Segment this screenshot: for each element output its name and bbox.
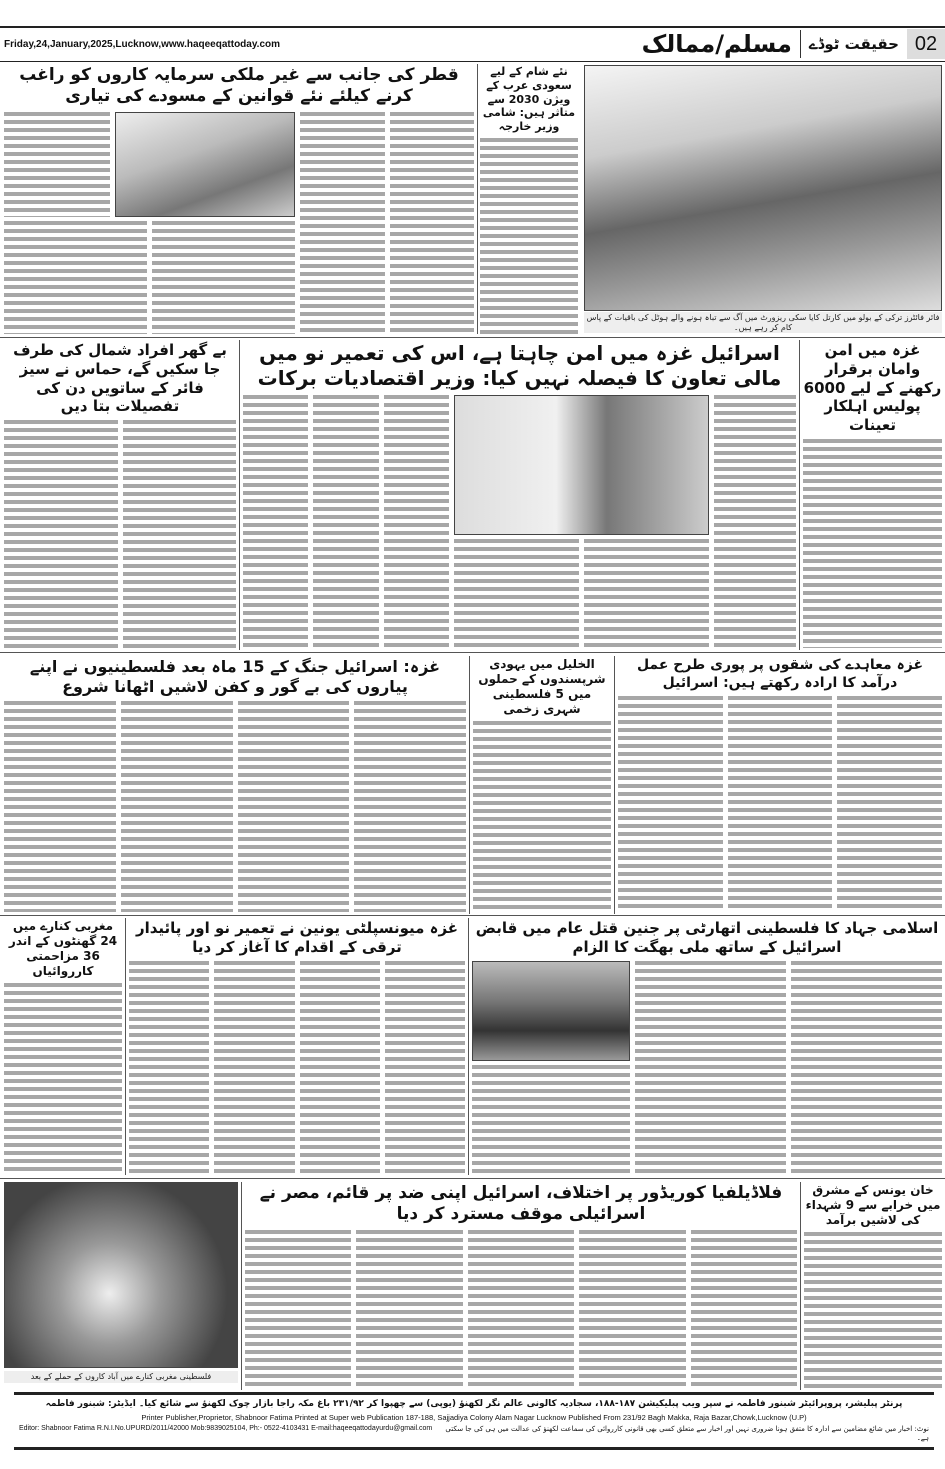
footer-disclaimer: نوٹ: اخبار میں شائع مضامین سے ادارہ کا متفق ہونا ضروری نہیں اور اخبار سے متعلق کسی بھی قانونی کارروائی کی سماعت لکھنؤ کی عدالت میں ہی کی جا سکتی ہے۔: [445, 1425, 929, 1442]
footer-editor-line: Editor: Shabnoor Fatima R.N.I.No.UPURD/2011/42000 Mob:9839025104, Ph:- 0522-4103431 E-mail:haqeeqattodayurdu@gmail.com: [19, 1425, 433, 1433]
barkat-body-right: [714, 395, 796, 648]
headline-agreement: غزہ معاہدے کی شقوں پر پوری طرح عمل درآمد کا ارادہ رکھتے ہیں: اسرائیل: [618, 657, 942, 692]
qatar-flag-photo: [115, 112, 295, 217]
article-qatar: [4, 65, 474, 334]
car-photo-caption: فلسطینی مغربی کنارے میں آباد کاروں کے حملے کے بعد: [4, 1371, 238, 1383]
masthead-group: [642, 29, 945, 59]
jihad-body-right: [635, 961, 942, 1176]
headline-hamas: بے گھر افراد شمال کی طرف جا سکیں گے، حماس نے سیز فائر کے ساتویں دن کی تفصیلات بتا دیں: [4, 341, 236, 416]
article-philadelphi: [245, 1183, 797, 1388]
hamas-body: [4, 420, 236, 648]
philadelphi-body: [245, 1230, 797, 1389]
barkat-body-bottom: [454, 539, 709, 648]
footer-bottom-row: [19, 1425, 929, 1442]
municipality-body: [129, 961, 465, 1176]
qatar-body-left: [4, 112, 110, 217]
article-settlers: [473, 657, 611, 912]
article-jihad: [472, 919, 942, 1175]
agreement-body: [618, 696, 942, 912]
article-bodies: [4, 657, 466, 912]
headline-bodies: غزہ: اسرائیل جنگ کے 15 ماہ بعد فلسطینیوں نے اپنے پیاروں کی بے گور و کفن لاشیں اٹھانا شروع: [4, 657, 466, 697]
header-bottom-rule: [0, 61, 945, 62]
damaged-car-photo: [4, 1182, 238, 1368]
bodies-body: [4, 701, 466, 912]
article-agreement: [618, 657, 942, 912]
police-body: [803, 439, 942, 648]
footer-english-imprint: Printer Publisher,Proprietor, Shabnoor Fatima Printed at Super web Publication 187-188, Sajjadiya Colony Alam Nagar Lucknow Published From 231/92 Bagh Makka, Raja Bazar,Chowk,Lucknow (U.P): [141, 1413, 807, 1423]
minister-photo: [454, 395, 709, 535]
saudi-body: [480, 138, 578, 334]
footer-top-rule: [14, 1392, 934, 1395]
masthead-logo: حقیقت ٹوڈے: [800, 30, 899, 58]
article-khanyounis: [804, 1183, 942, 1388]
footer-bottom-rule: [14, 1447, 934, 1450]
jihad-body-bottom: [472, 1065, 630, 1176]
headline-settlers: الخلیل میں یہودی شرپسندوں کے حملوں میں 5 فلسطینی شہری زخمی: [473, 657, 611, 717]
headline-municipality: غزہ میونسپلٹی یونین نے تعمیر نو اور پائیدار ترقی کے اقدام کا آغاز کر دیا: [129, 919, 465, 957]
footer-urdu-imprint: پرنٹر پبلیشر، پروپرائیٹر شبنور فاطمہ نے سپر ویب پبلیکیشن ۱۸۷-۱۸۸، سجادیہ کالونی عالم نگر لکھنؤ (یوپی) سے چھپوا کر ۲۳۱/۹۲ باغ مکہ راجا بازار چوک لکھنؤ سے شائع کیا۔ ایڈیٹر: شبنور فاطمہ: [45, 1399, 903, 1409]
settlers-body: [473, 721, 611, 912]
khanyounis-body: [804, 1232, 942, 1388]
westbank-body: [4, 983, 122, 1175]
hotel-fire-photo: [584, 65, 942, 311]
barkat-body-left: [243, 395, 449, 648]
qatar-body-right: [300, 112, 474, 335]
page-number: 02: [907, 29, 945, 59]
headline-police: غزہ میں امن وامان برقرار رکھنے کے لیے 6000 پولیس اہلکار تعینات: [803, 341, 942, 434]
headline-khanyounis: خان یونس کے مشرق میں خرابے سے 9 شہداء کی لاشیں برآمد: [805, 1183, 941, 1227]
headline-saudi: نئے شام کے لیے سعودی عرب کے ویژن 2030 سے متاثر ہیں: شامی وزیر خارجہ: [480, 65, 578, 134]
headline-barkat: اسرائیل غزہ میں امن چاہتا ہے، اس کی تعمیر نو میں مالی تعاون کا فیصلہ نہیں کیا: وزیر اقتصادیات برکات: [243, 341, 796, 391]
headline-philadelphi: فلاڈیلفیا کوریڈور پر اختلاف، اسرائیل اپنی ضد پر قائم، مصر نے اسرائیلی موقف مسترد کر دیا: [245, 1183, 797, 1226]
dateline: Friday,24,January,2025,Lucknow,www.haqeeqattoday.com: [4, 38, 281, 50]
article-police: [803, 341, 942, 648]
article-westbank: [4, 919, 122, 1175]
jenin-soldiers-photo: [472, 961, 630, 1061]
headline-qatar: قطر کی جانب سے غیر ملکی سرمایہ کاروں کو راغب کرنے کیلئے نئے قوانین کے مسودے کی تیاری: [4, 65, 474, 108]
hotel-fire-caption: فائر فائٹرز ترکی کے بولو میں کارتل کایا سکی ریزورٹ میں آگ سے تباہ ہونے والے ہوٹل کی باقیات کے پاس کام کر رہے ہیں۔: [584, 312, 942, 333]
header: [0, 28, 945, 60]
article-barkat: [243, 341, 796, 648]
article-saudi: [480, 65, 578, 334]
section-title: مسلم/ممالک: [641, 30, 792, 58]
headline-jihad: اسلامی جہاد کا فلسطینی اتھارٹی پر جنین قتل عام میں قابض اسرائیل کے ساتھ ملی بھگت کا الزام: [472, 919, 942, 957]
article-hamas: [4, 341, 236, 648]
footer: [14, 1396, 934, 1450]
qatar-body-bottom: [4, 221, 295, 335]
headline-westbank: مغربی کنارے میں 24 گھنٹوں کے اندر 36 مزاحمتی کارروائیاں: [4, 919, 122, 979]
article-municipality: [129, 919, 465, 1175]
